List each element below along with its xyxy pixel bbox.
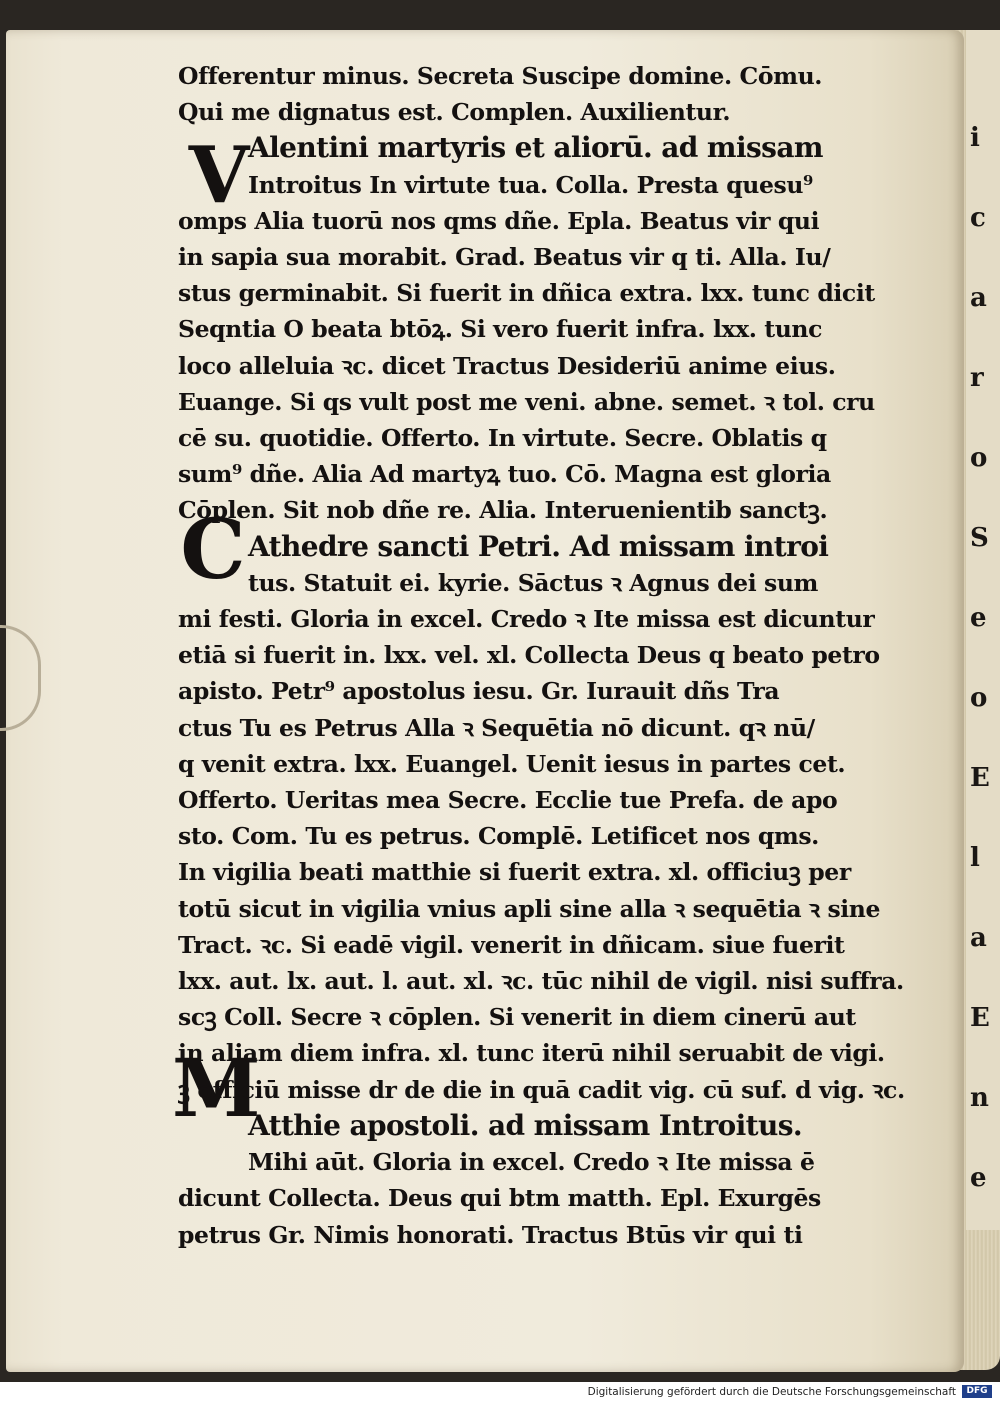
text-line: totū sicut in vigilia vnius apli sine alla ꝛ sequētia ꝛ sine: [178, 894, 881, 923]
initial-c: C: [180, 502, 246, 598]
text-line: ctus Tu es Petrus Alla ꝛ Sequētia nō dicunt. qꝛ nū/: [178, 713, 815, 742]
dfg-logo: DFG: [962, 1385, 992, 1398]
text-line: stus germinabit. Si fuerit in dñica extra. lxx. tunc dicit: [178, 279, 875, 308]
text-line: tus. Statuit ei. kyrie. Sāctus ꝛ Agnus dei sum: [248, 568, 818, 597]
text-line: Euange. Si qs vult post me veni. abne. semet. ꝛ tol. cru: [178, 387, 875, 416]
next-page-letter: n: [970, 1083, 989, 1113]
text-line: sum⁹ dñe. Alia Ad martyꝝ tuo. Cō. Magna est gloria: [178, 460, 831, 489]
text-line: cē su. quotidie. Offerto. In virtute. Secre. Oblatis q: [178, 424, 827, 453]
text-line: lxx. aut. lx. aut. l. aut. xl. ꝛc. tūc nihil de vigil. nisi suffra.: [178, 967, 904, 996]
next-page-letter: o: [970, 683, 988, 713]
text-line: in aliam diem infra. xl. tunc iterū nihil seruabit de vigi.: [178, 1039, 885, 1068]
next-page-letter: c: [970, 203, 986, 233]
text-line: In vigilia beati matthie si fuerit extra. xl. officiuꝫ per: [178, 858, 851, 887]
text-line: Offerto. Ueritas mea Secre. Ecclie tue Prefa. de apo: [178, 786, 838, 815]
text-line: Tract. ꝛc. Si eadē vigil. venerit in dñicam. siue fuerit: [178, 930, 845, 959]
initial-m: M: [172, 1041, 261, 1135]
heading-line: Athedre sancti Petri. Ad missam introi: [248, 529, 829, 563]
initial-v: V: [188, 130, 250, 221]
text-line: sto. Com. Tu es petrus. Complē. Letificet nos qms.: [178, 822, 819, 851]
text-line: loco alleluia ꝛc. dicet Tractus Desideriū anime eius.: [178, 351, 836, 380]
text-line: mi festi. Gloria in excel. Credo ꝛ Ite missa est dicuntur: [178, 605, 875, 634]
next-page-letter: e: [970, 1163, 987, 1193]
next-page-letter: E: [970, 763, 990, 793]
text-line: Mihi aūt. Gloria in excel. Credo ꝛ Ite missa ē: [248, 1148, 815, 1177]
text-line: etiā si fuerit in. lxx. vel. xl. Collecta Deus q beato petro: [178, 641, 880, 670]
text-line: dicunt Collecta. Deus qui btm matth. Epl. Exurgēs: [178, 1184, 821, 1213]
text-line: petrus Gr. Nimis honorati. Tractus Btūs vir qui ti: [178, 1220, 803, 1249]
footer-credit: Digitalisierung gefördert durch die Deutsche Forschungsgemeinschaft: [587, 1386, 956, 1398]
heading-line: Alentini martyris et aliorū. ad missam: [248, 131, 823, 165]
text-line: ꝫ officiū misse dr de die in quā cadit vig. cū suf. d vig. ꝛc.: [178, 1075, 905, 1104]
next-page-letter: S: [970, 523, 989, 553]
text-line: Qui me dignatus est. Complen. Auxilientur.: [178, 98, 731, 127]
next-page-letter: e: [970, 603, 987, 633]
text-line: in sapia sua morabit. Grad. Beatus vir q ti. Alla. Iu/: [178, 243, 831, 272]
text-line: omps Alia tuorū nos qms dñe. Epla. Beatus vir qui: [178, 206, 820, 235]
next-page-letter: E: [970, 1003, 990, 1033]
next-page-letter: o: [970, 443, 988, 473]
text-line: q venit extra. lxx. Euangel. Uenit iesus in partes cet.: [178, 749, 846, 778]
text-line: Offerentur minus. Secreta Suscipe domine. Cōmu.: [178, 62, 823, 90]
next-page-fragment: [966, 30, 1000, 1230]
next-page-letter: l: [970, 843, 980, 873]
next-page-letter: a: [970, 923, 987, 953]
text-line: apisto. Petr⁹ apostolus iesu. Gr. Iurauit dñs Tra: [178, 677, 780, 706]
text-line: Cōplen. Sit nob dñe re. Alia. Interuenientib sanctꝫ.: [178, 496, 828, 525]
heading-line: Atthie apostoli. ad missam Introitus.: [248, 1108, 803, 1142]
next-page-letter: a: [970, 283, 987, 313]
text-block: [178, 58, 912, 1253]
text-line: Introitus In virtute tua. Colla. Presta quesu⁹: [248, 170, 813, 199]
next-page-letter: r: [970, 363, 984, 393]
next-page-letter: i: [970, 123, 980, 153]
text-line: Seqntia O beata btōꝝ. Si vero fuerit infra. lxx. tunc: [178, 315, 823, 344]
text-line: scꝫ Coll. Secre ꝛ cōplen. Si venerit in diem cinerū aut: [178, 1003, 856, 1032]
